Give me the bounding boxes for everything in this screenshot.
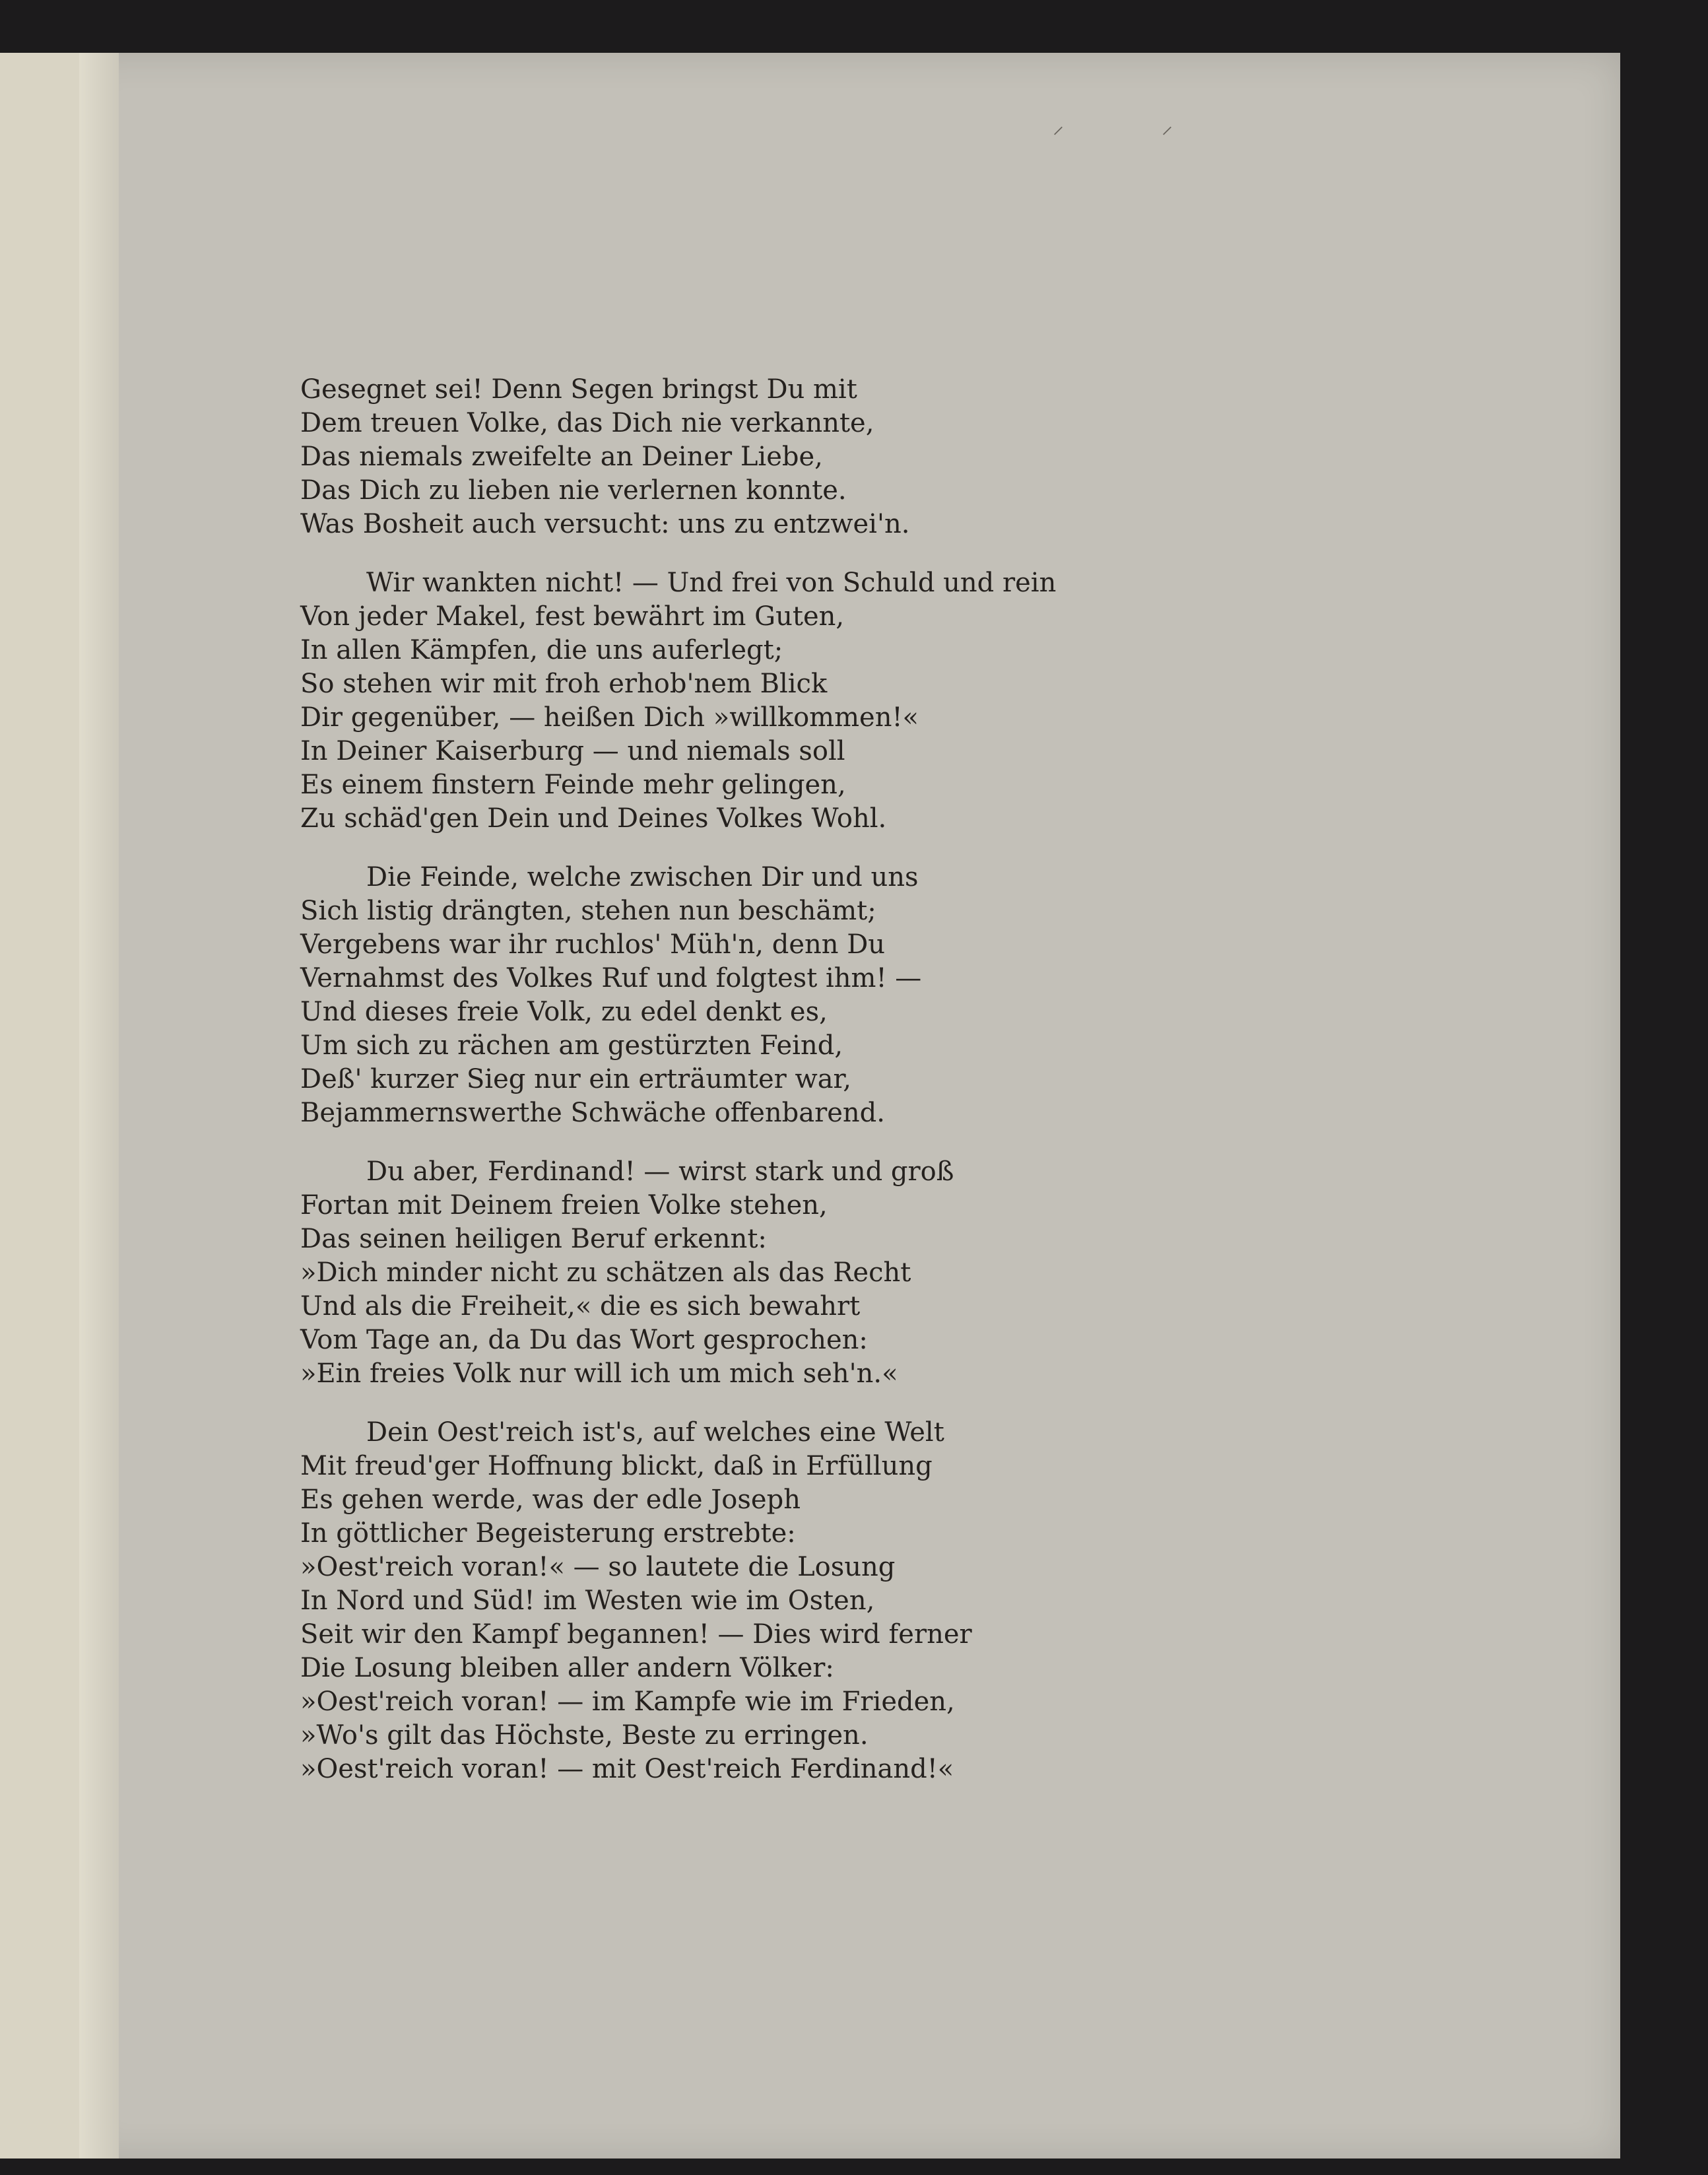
poem xyxy=(300,373,1158,1811)
poem-line: Sich listig drängten, stehen nun beschämt; xyxy=(300,896,876,926)
poem-line: Gesegnet sei! Denn Segen bringst Du mit xyxy=(300,374,857,405)
poem-line: »Oest'reich voran! — mit Oest'reich Ferdinand!« xyxy=(300,1754,954,1784)
page-mark: ⸍ xyxy=(1053,122,1064,149)
poem-line: Und dieses freie Volk, zu edel denkt es, xyxy=(300,997,828,1027)
poem-line: Seit wir den Kampf begannen! — Dies wird ferner xyxy=(300,1619,972,1650)
poem-line: Um sich zu rächen am gestürzten Feind, xyxy=(300,1030,843,1061)
poem-line: Die Feinde, welche zwischen Dir und uns xyxy=(366,862,919,892)
poem-line: In Deiner Kaiserburg — und niemals soll xyxy=(300,736,845,766)
stanza xyxy=(300,861,1158,1130)
poem-line: In Nord und Süd! im Westen wie im Osten, xyxy=(300,1586,875,1616)
page-mark: ⸍ xyxy=(1162,122,1173,149)
poem-line: Von jeder Makel, fest bewährt im Guten, xyxy=(300,601,845,632)
stanza xyxy=(300,373,1158,541)
poem-line: Dir gegenüber, — heißen Dich »willkommen!« xyxy=(300,702,919,733)
poem-line: In göttlicher Begeisterung erstrebte: xyxy=(300,1518,796,1549)
poem-line: Bejammernswerthe Schwäche offenbarend. xyxy=(300,1098,885,1128)
poem-line: Was Bosheit auch versucht: uns zu entzwei'n. xyxy=(300,509,910,539)
poem-line: So stehen wir mit froh erhob'nem Blick xyxy=(300,669,828,699)
poem-line: »Wo's gilt das Höchste, Beste zu erringen. xyxy=(300,1720,869,1751)
poem-line: Das Dich zu lieben nie verlernen konnte. xyxy=(300,475,847,506)
poem-line: »Oest'reich voran!« — so lautete die Losung xyxy=(300,1552,896,1582)
poem-line: Vernahmst des Volkes Ruf und folgtest ihm! — xyxy=(300,963,922,993)
stanza xyxy=(300,1416,1158,1786)
poem-line: Dein Oest'reich ist's, auf welches eine Welt xyxy=(366,1417,944,1448)
poem-line: »Ein freies Volk nur will ich um mich seh'n.« xyxy=(300,1358,898,1389)
poem-line: Mit freud'ger Hoffnung blickt, daß in Erfüllung xyxy=(300,1451,933,1481)
stanza xyxy=(300,566,1158,836)
poem-line: Wir wankten nicht! — Und frei von Schuld und rein xyxy=(366,568,1057,598)
poem-line: Zu schäd'gen Dein und Deines Volkes Wohl. xyxy=(300,803,887,834)
poem-line: Es gehen werde, was der edle Joseph xyxy=(300,1485,801,1515)
page-gutter xyxy=(79,53,119,2158)
poem-line: In allen Kämpfen, die uns auferlegt; xyxy=(300,635,783,665)
poem-line: Vom Tage an, da Du das Wort gesprochen: xyxy=(300,1325,868,1355)
poem-line: »Dich minder nicht zu schätzen als das Recht xyxy=(300,1257,911,1288)
poem-line: Vergebens war ihr ruchlos' Müh'n, denn Du xyxy=(300,929,886,960)
poem-line: Du aber, Ferdinand! — wirst stark und groß xyxy=(366,1156,954,1187)
poem-line: Es einem finstern Feinde mehr gelingen, xyxy=(300,770,846,800)
poem-line: Das niemals zweifelte an Deiner Liebe, xyxy=(300,442,823,472)
stanza xyxy=(300,1155,1158,1391)
poem-line: Deß' kurzer Sieg nur ein erträumter war, xyxy=(300,1064,851,1094)
poem-line: Fortan mit Deinem freien Volke stehen, xyxy=(300,1190,828,1221)
poem-line: Dem treuen Volke, das Dich nie verkannte, xyxy=(300,408,874,438)
poem-line: »Oest'reich voran! — im Kampfe wie im Frieden, xyxy=(300,1687,955,1717)
book-binding xyxy=(0,53,79,2158)
poem-line: Die Losung bleiben aller andern Völker: xyxy=(300,1653,834,1683)
poem-line: Und als die Freiheit,« die es sich bewahrt xyxy=(300,1291,861,1322)
poem-line: Das seinen heiligen Beruf erkennt: xyxy=(300,1224,767,1254)
